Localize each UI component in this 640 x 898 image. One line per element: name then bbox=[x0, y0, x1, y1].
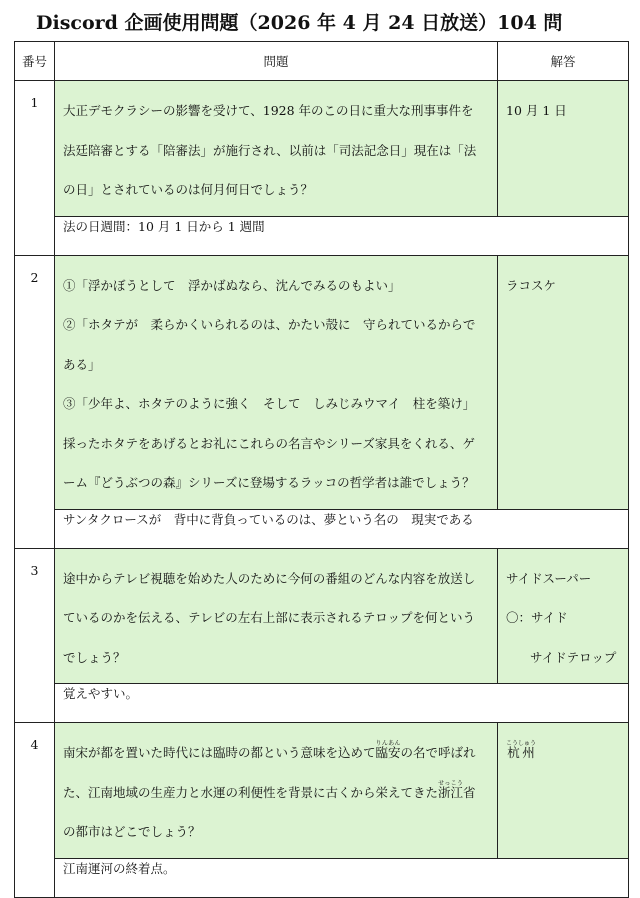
furigana: 浙江せっこう bbox=[438, 779, 464, 800]
question-line: ③「少年よ、ホタテのように強く そして しみじみウマイ 柱を築け」 bbox=[63, 396, 476, 411]
question-line: 南宋が都を置いた時代には臨時の都という意味を込めて臨安りんあんの名で呼ばれ bbox=[63, 740, 476, 760]
question-cell bbox=[55, 723, 498, 859]
header-question: 問題 bbox=[55, 42, 498, 81]
answer-line: サイドスーパー bbox=[506, 570, 592, 586]
note-cell: 覚えやすい。 bbox=[55, 684, 629, 723]
note-row bbox=[15, 509, 629, 548]
answer-cell bbox=[498, 255, 629, 509]
table-row bbox=[15, 255, 629, 509]
question-line: ①「浮かぼうとして 浮かばぬなら、沈んでみるのもよい」 bbox=[63, 277, 401, 293]
question-number: 3 bbox=[15, 548, 55, 723]
question-line: の日」とされているのは何月何日でしょう？ bbox=[63, 182, 314, 197]
question-line: 大正デモクラシーの影響を受けて、1928 年のこの日に重大な刑事事件を bbox=[63, 103, 474, 118]
table-row bbox=[15, 548, 629, 684]
question-number: 4 bbox=[15, 723, 55, 898]
table-row bbox=[15, 81, 629, 217]
note-cell: サンタクロースが 背中に背負っているのは、夢という名の 現実である bbox=[55, 509, 629, 548]
question-cell bbox=[55, 548, 498, 684]
header-number: 番号 bbox=[15, 42, 55, 81]
answer-cell bbox=[498, 81, 629, 217]
page-title: Discord 企画使用問題（2026 年 4 月 24 日放送）104 問 bbox=[36, 12, 563, 34]
furigana: 臨安りんあん bbox=[375, 740, 401, 760]
question-number: 2 bbox=[15, 255, 55, 548]
question-line: ある」 bbox=[63, 356, 101, 372]
question-line: ているのかを伝える、テレビの左右上部に表示されるテロップを何という bbox=[63, 610, 476, 625]
answer-cell bbox=[498, 723, 629, 859]
note-row bbox=[15, 216, 629, 255]
question-line: ーム『どうぶつの森』シリーズに登場するラッコの哲学者は誰でしょう？ bbox=[63, 475, 475, 490]
question-line: 法廷陪審とする「陪審法」が施行され、以前は「司法記念日」現在は「法 bbox=[63, 142, 477, 158]
question-cell bbox=[55, 255, 498, 509]
question-line: ②「ホタテが 柔らかくいられるのは、かたい殻に 守られているからで bbox=[63, 317, 476, 332]
answer-line: 〇：サイド bbox=[506, 610, 568, 625]
note-row bbox=[15, 858, 629, 897]
question-number: 1 bbox=[15, 81, 55, 256]
answer-cell bbox=[498, 548, 629, 684]
note-row bbox=[15, 684, 629, 723]
question-cell bbox=[55, 81, 498, 217]
question-line: た、江南地域の生産力と水運の利便性を背景に古くから栄えてきた浙江せっこう省 bbox=[63, 779, 476, 800]
question-line: 途中からテレビ視聴を始めた人のために今何の番組のどんな内容を放送し bbox=[63, 570, 476, 586]
question-line: 採ったホタテをあげるとお礼にこれらの名言やシリーズ家具をくれる、ゲ bbox=[63, 435, 475, 451]
furigana: 杭州こうしゅう bbox=[506, 740, 537, 760]
answer-line: ラコスケ bbox=[506, 277, 557, 293]
question-line: の都市はどこでしょう？ bbox=[63, 824, 201, 839]
table-row bbox=[15, 723, 629, 859]
note-cell: 江南運河の終着点。 bbox=[55, 858, 629, 897]
header-answer: 解答 bbox=[498, 42, 629, 81]
question-line: でしょう？ bbox=[63, 649, 126, 665]
answer-line bbox=[506, 733, 622, 773]
answer-line: 10 月 1 日 bbox=[506, 103, 567, 118]
answer-line: サイドテロップ bbox=[530, 649, 617, 665]
table-header-row bbox=[15, 42, 629, 81]
question-table bbox=[14, 41, 629, 898]
note-cell: 法の日週間：10 月 1 日から 1 週間 bbox=[55, 216, 629, 255]
